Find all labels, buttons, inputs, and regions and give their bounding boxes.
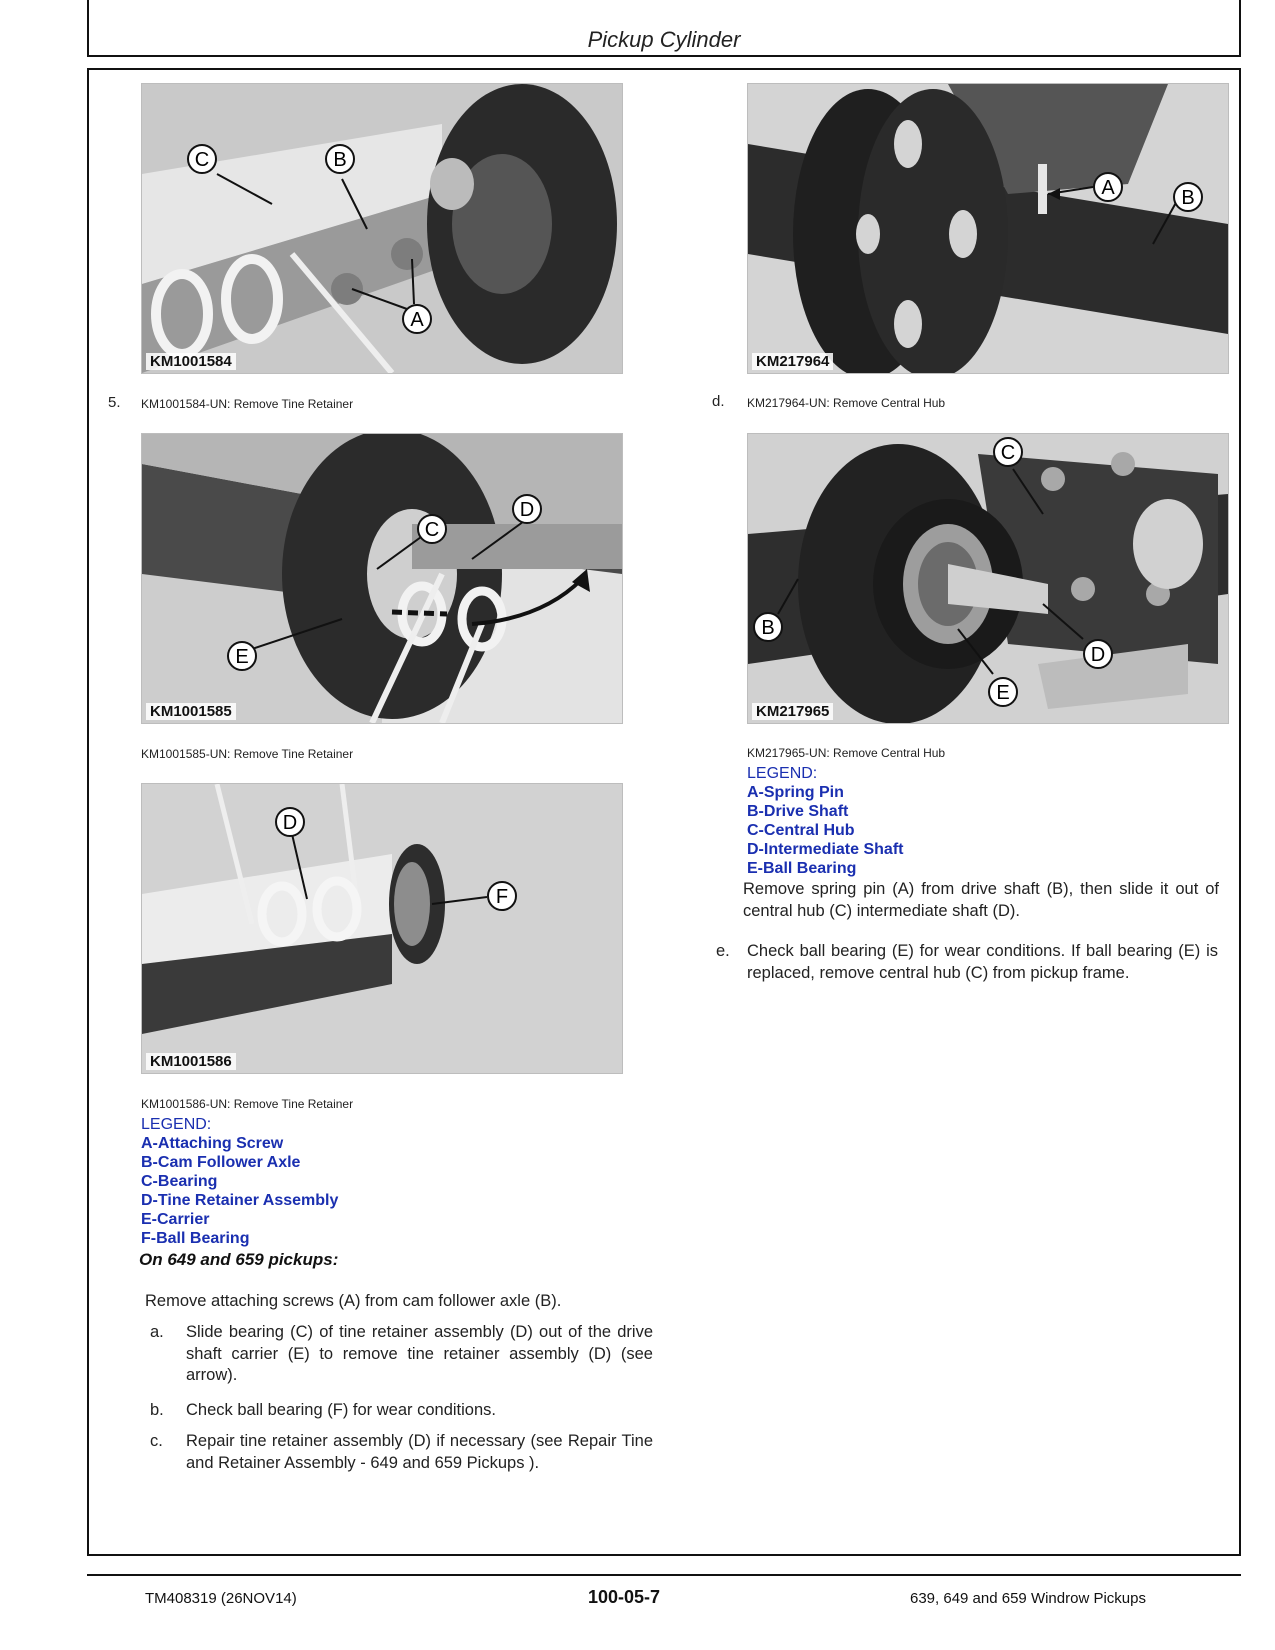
step-number: 5. <box>108 394 121 411</box>
legend-item: D-Intermediate Shaft <box>747 841 904 858</box>
legend-item: E-Carrier <box>141 1211 210 1228</box>
step-e <box>716 941 1218 1007</box>
svg-text:C: C <box>1000 442 1016 464</box>
legend-item: A-Attaching Screw <box>141 1135 284 1152</box>
step-text: Check ball bearing (F) for wear conditions. <box>186 1401 496 1419</box>
step-letter: e. <box>716 942 730 960</box>
figure-caption: KM1001584-UN: Remove Tine Retainer <box>141 397 354 411</box>
page-header <box>87 0 1241 57</box>
step-b <box>150 1400 653 1422</box>
legend-item: F-Ball Bearing <box>141 1230 250 1247</box>
svg-text:F: F <box>495 886 509 908</box>
svg-text:C: C <box>194 149 210 171</box>
subheading: On 649 and 659 pickups: <box>139 1250 339 1269</box>
svg-text:D: D <box>282 812 298 834</box>
svg-text:E: E <box>996 682 1010 704</box>
legend-item: D-Tine Retainer Assembly <box>141 1192 339 1209</box>
svg-text:B: B <box>1181 187 1195 209</box>
figure-caption: KM1001586-UN: Remove Tine Retainer <box>141 1097 354 1111</box>
page-title: Pickup Cylinder <box>587 27 741 52</box>
svg-text:B: B <box>761 617 775 639</box>
callout-e <box>989 678 1017 706</box>
figure-id: KM1001584 <box>146 353 236 370</box>
footer-product: 639, 649 and 659 Windrow Pickups <box>910 1590 1146 1607</box>
step-letter: a. <box>150 1323 164 1341</box>
callout-d <box>1084 640 1112 668</box>
step-a <box>150 1322 653 1388</box>
step-text: Slide bearing (C) of tine retainer assembly (D) out of the drive shaft carrier (E) to remove tine retainer assembly (D) (see arrow). <box>186 1323 653 1384</box>
legend-right <box>747 764 903 878</box>
callout-b <box>1174 183 1202 211</box>
step-letter: c. <box>150 1432 163 1450</box>
step-letter-d: d. <box>712 393 725 410</box>
svg-text:D: D <box>519 499 535 521</box>
figure-id: KM1001585 <box>146 703 236 720</box>
callout-b <box>754 613 782 641</box>
figure-km1001584 <box>141 83 623 374</box>
legend-title: LEGEND: <box>747 765 818 782</box>
figure-id: KM217965 <box>752 703 833 720</box>
callout-d <box>276 808 304 836</box>
callout-c <box>994 438 1022 466</box>
figure-km1001585 <box>141 433 623 724</box>
legend-item: A-Spring Pin <box>747 784 844 801</box>
figure-km1001586 <box>141 783 623 1074</box>
figure-id: KM217964 <box>752 353 833 370</box>
legend-item: B-Cam Follower Axle <box>141 1154 301 1171</box>
svg-text:A: A <box>410 309 424 331</box>
step-c <box>150 1431 653 1497</box>
legend-item: C-Central Hub <box>747 822 855 839</box>
svg-text:C: C <box>424 519 440 541</box>
instruction-text: Remove spring pin (A) from drive shaft (B), then slide it out of central hub (C) intermediate shaft (D). <box>743 880 1219 920</box>
figure-id: KM1001586 <box>146 1053 236 1070</box>
svg-text:E: E <box>235 646 249 668</box>
callout-b <box>326 145 354 173</box>
step-text: Repair tine retainer assembly (D) if necessary (see Repair Tine and Retainer Assembly - 649 and 659 Pickups ). <box>186 1432 653 1472</box>
footer-rule <box>87 1574 1241 1576</box>
callout-c <box>418 515 446 543</box>
callout-d <box>513 495 541 523</box>
legend-item: B-Drive Shaft <box>747 803 849 820</box>
legend-item: E-Ball Bearing <box>747 860 857 877</box>
footer-doc-id: TM408319 (26NOV14) <box>145 1590 297 1607</box>
callout-c <box>188 145 216 173</box>
legend-item: C-Bearing <box>141 1173 218 1190</box>
figure-km217964 <box>747 83 1229 374</box>
footer-page-number: 100-05-7 <box>588 1587 661 1607</box>
figure-caption: KM217964-UN: Remove Central Hub <box>747 396 946 410</box>
step-text: Check ball bearing (E) for wear conditions. If ball bearing (E) is replaced, remove central hub (C) from pickup frame. <box>747 942 1218 982</box>
callout-e <box>228 642 256 670</box>
svg-text:D: D <box>1090 644 1106 666</box>
callout-a <box>1094 173 1122 201</box>
step-letter: b. <box>150 1401 164 1419</box>
figure-caption: KM217965-UN: Remove Central Hub <box>747 746 946 760</box>
svg-text:B: B <box>333 149 347 171</box>
callout-a <box>403 305 431 333</box>
figure-km217965 <box>747 433 1229 724</box>
svg-text:A: A <box>1101 177 1115 199</box>
legend-left <box>141 1115 338 1248</box>
figure-caption: KM1001585-UN: Remove Tine Retainer <box>141 747 354 761</box>
legend-title: LEGEND: <box>141 1116 212 1133</box>
intro-text: Remove attaching screws (A) from cam follower axle (B). <box>145 1292 562 1310</box>
callout-f <box>488 882 516 910</box>
